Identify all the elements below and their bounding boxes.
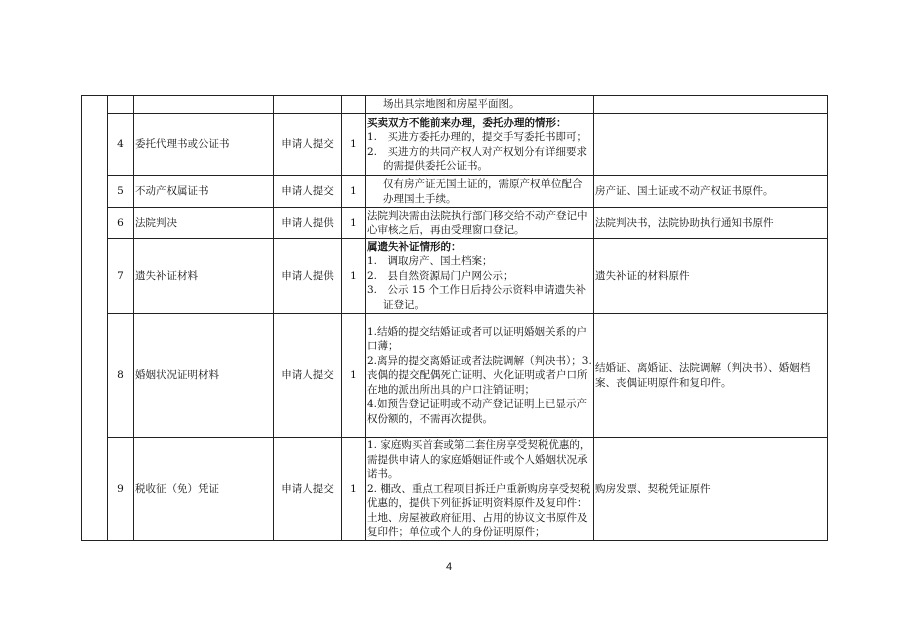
material-source: 申请人提交 xyxy=(274,314,342,438)
row-number: 5 xyxy=(108,176,134,208)
row-desc-line: 2. 棚改、重点工程项目拆迁户重新购房享受契税优惠的，提供下列征拆证明资料原件及复印件：土地、房屋被政府征用、占用的协议文书原件及复印件；单位或个人的身份证明原件； xyxy=(367,482,591,538)
material-note: 结婚证、离婚证、法院调解（判决书）、婚姻档案、丧偶证明原件和复印件。 xyxy=(594,314,828,438)
row-desc-item: 1. 买进方委托办理的，提交手写委托书即可； xyxy=(367,131,588,143)
materials-table xyxy=(81,95,828,541)
material-note: 购房发票、契税凭证原件 xyxy=(594,438,828,541)
material-source: 申请人提供 xyxy=(274,239,342,314)
material-note: 房产证、国土证或不动产权证书原件。 xyxy=(594,176,828,208)
row-desc-line: 4.如预告登记证明或不动产登记证明上已显示产权份额的，不需再次提供。 xyxy=(367,398,588,425)
row-desc-title: 属遗失补证情形的： xyxy=(367,240,462,253)
row-desc-line: 法院判决需由法院执行部门移交给不动产登记中心审核之后，再由受理窗口登记。 xyxy=(367,209,588,236)
material-name: 遗失补证材料 xyxy=(134,239,274,314)
row-number: 7 xyxy=(108,239,134,314)
row-desc-item: 2. 县自然资源局门户网公示； xyxy=(367,269,514,282)
material-name: 婚姻状况证明材料 xyxy=(134,314,274,438)
material-name: 委托代理书或公证书 xyxy=(134,114,274,176)
row-desc-item: 1. 调取房产、国土档案； xyxy=(367,255,493,268)
table-row-8 xyxy=(82,314,828,438)
material-name: 不动产权属证书 xyxy=(134,176,274,208)
row-desc-line: 2.离异的提交离婚证或者法院调解（判决书）；3.丧偶的提交配偶死亡证明、火化证明或者户口所在地的派出所出具的户口注销证明； xyxy=(367,354,592,396)
row-number: 6 xyxy=(108,208,134,239)
row-number: 9 xyxy=(108,438,134,541)
material-note xyxy=(594,114,828,176)
row-desc-title: 买卖双方不能前来办理，委托办理的情形： xyxy=(367,116,567,129)
material-source: 申请人提交 xyxy=(274,114,342,176)
material-count: 1 xyxy=(342,208,366,239)
material-source: 申请人提供 xyxy=(274,208,342,239)
material-name: 税收征（免）凭证 xyxy=(134,438,274,541)
page-number: 4 xyxy=(445,561,453,573)
row-desc-item: 2. 买进方的共同产权人对产权划分有详细要求的需提供委托公证书。 xyxy=(367,145,588,172)
row-desc-line: 场出具宗地图和房屋平面图。 xyxy=(383,98,520,111)
outer-merged-cell xyxy=(82,96,108,541)
material-count: 1 xyxy=(342,438,366,541)
table-row-6 xyxy=(82,208,828,239)
row-number: 8 xyxy=(108,314,134,438)
row-desc-line: 1. 家庭购买首套或第二套住房享受契税优惠的，需提供申请人的家庭婚姻证件或个人婚姻状况承诺书。 xyxy=(367,439,591,480)
table-row-4 xyxy=(82,114,828,176)
row-desc-line: 1.结婚的提交结婚证或者可以证明婚姻关系的户口薄； xyxy=(367,325,588,353)
material-source: 申请人提交 xyxy=(274,176,342,208)
material-count: 1 xyxy=(342,176,366,208)
row-desc-item: 3. 公示 15 个工作日后持公示资料申请遗失补证登记。 xyxy=(367,284,587,311)
material-source: 申请人提交 xyxy=(274,438,342,541)
material-count: 1 xyxy=(342,314,366,438)
table-row-5 xyxy=(82,176,828,208)
material-name: 法院判决 xyxy=(134,208,274,239)
table-row-continued xyxy=(82,96,828,114)
row-number: 4 xyxy=(108,114,134,176)
row-desc-line: 仅有房产证无国土证的，需原产权单位配合办理国土手续。 xyxy=(383,178,583,205)
material-note: 法院判决书，法院协助执行通知书原件 xyxy=(594,208,828,239)
material-count: 1 xyxy=(342,239,366,314)
table-row-9 xyxy=(82,438,828,541)
material-note: 遗失补证的材料原件 xyxy=(594,239,828,314)
table-row-7 xyxy=(82,239,828,314)
material-count: 1 xyxy=(342,114,366,176)
